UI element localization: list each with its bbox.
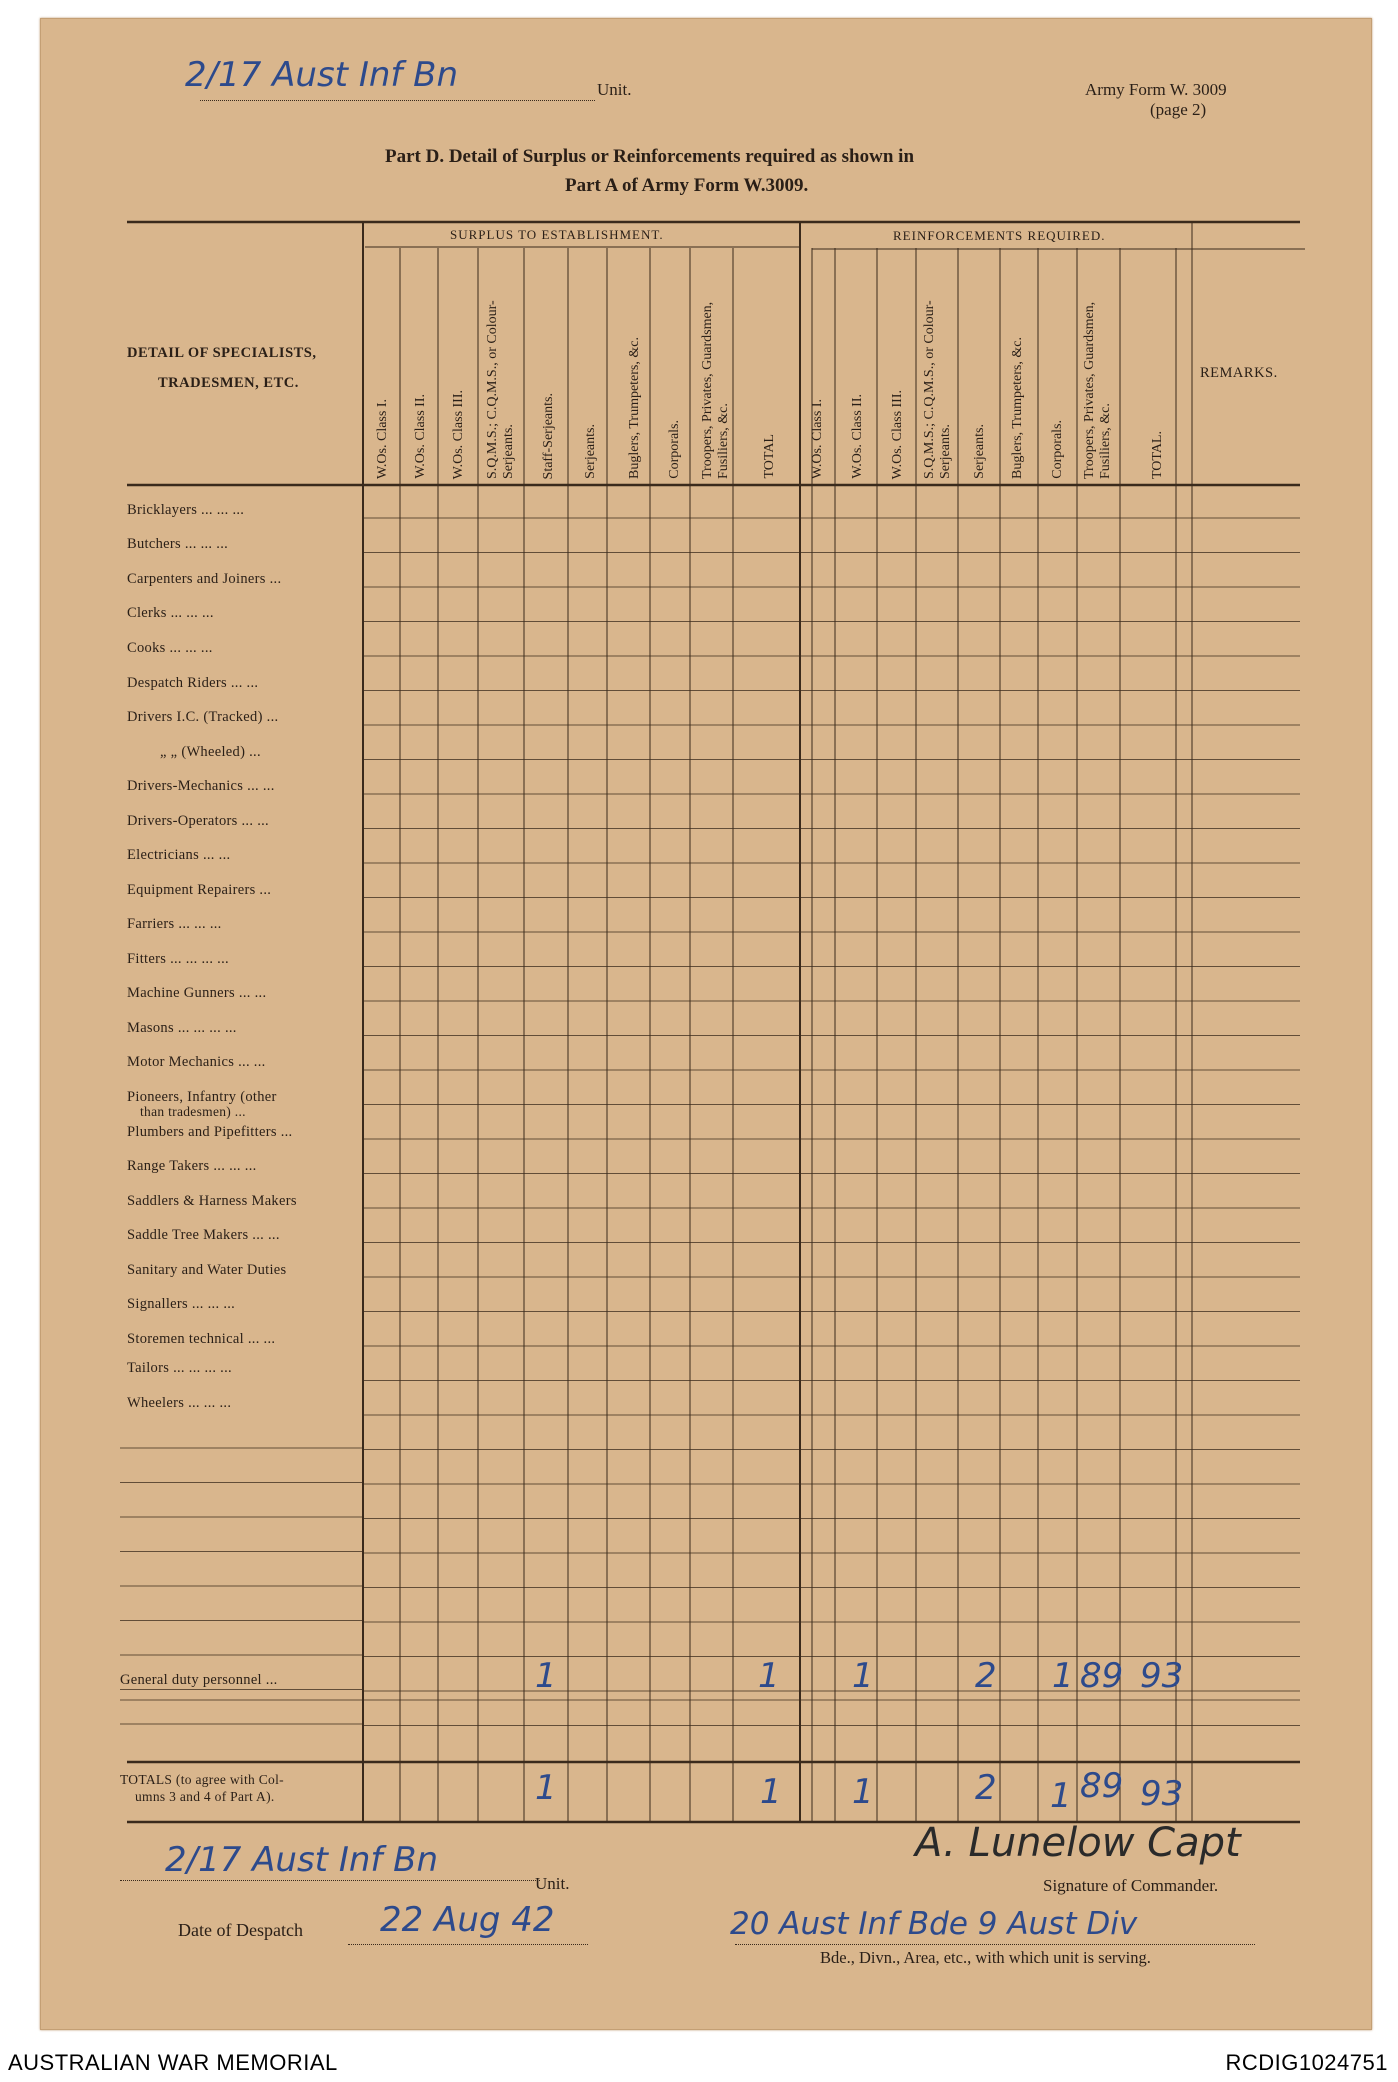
reinf-col-corporals: Corporals.	[1050, 420, 1065, 479]
footer-unit-line	[120, 1880, 540, 1881]
form-id: Army Form W. 3009	[1085, 80, 1227, 99]
row-label: Saddlers & Harness Makers	[127, 1193, 297, 1209]
row-label: Cooks ... ... ...	[127, 640, 213, 656]
bde-label: Bde., Divn., Area, etc., with which unit is serving.	[820, 1948, 1151, 1967]
row-label: Motor Mechanics ... ...	[127, 1054, 266, 1070]
gd-reinf-total: 93	[1140, 1656, 1184, 1696]
row-label: Drivers-Mechanics ... ...	[127, 778, 275, 794]
reinf-col-wo2: W.Os. Class II.	[850, 394, 865, 479]
row-label: Clerks ... ... ...	[127, 605, 214, 621]
row-label: Butchers ... ... ...	[127, 536, 229, 552]
row-label: Farriers ... ... ...	[127, 916, 222, 932]
footer-unit-label: Unit.	[535, 1874, 570, 1893]
gd-surplus-total: 1	[758, 1656, 780, 1696]
bde-handwritten: 20 Aust Inf Bde 9 Aust Div	[730, 1906, 1138, 1942]
row-label: Masons ... ... ... ...	[127, 1020, 237, 1036]
gd-reinf-corporals: 1	[1052, 1656, 1074, 1696]
bde-line	[735, 1944, 1255, 1945]
gd-label: General duty personnel ...	[120, 1672, 278, 1688]
unit-label: Unit.	[597, 80, 632, 99]
row-label: Bricklayers ... ... ...	[127, 502, 245, 518]
totals-reinf-troopers: 89	[1080, 1766, 1124, 1806]
gd-reinf-serjeants: 2	[975, 1656, 997, 1696]
signature-label: Signature of Commander.	[1043, 1876, 1219, 1895]
gd-surplus-staff-serjeants: 1	[535, 1656, 557, 1696]
row-label: Despatch Riders ... ...	[127, 675, 259, 691]
archive-label-left: AUSTRALIAN WAR MEMORIAL	[8, 2050, 338, 2075]
surplus-col-staff-serjeants: Staff-Serjeants.	[541, 392, 556, 479]
date-label: Date of Despatch	[178, 1920, 303, 1940]
reinf-col-serjeants: Serjeants.	[972, 424, 987, 479]
row-label: Range Takers ... ... ...	[127, 1158, 257, 1174]
surplus-col-total: TOTAL	[762, 434, 777, 479]
surplus-header: SURPLUS TO ESTABLISHMENT.	[450, 227, 664, 242]
surplus-col-wo3: W.Os. Class III.	[451, 389, 466, 479]
archive-label-right: RCDIG1024751	[1225, 2050, 1388, 2075]
row-label: Drivers I.C. (Tracked) ...	[127, 709, 279, 725]
reinf-col-buglers: Buglers, Trumpeters, &c.	[1010, 337, 1025, 479]
row-label: Saddle Tree Makers ... ...	[127, 1227, 280, 1243]
unit-handwritten: 2/17 Aust Inf Bn	[185, 55, 459, 95]
row-label: Plumbers and Pipefitters ...	[127, 1124, 293, 1140]
title-line-2: Part A of Army Form W.3009.	[565, 175, 809, 196]
reinf-col-wo3: W.Os. Class III.	[890, 389, 905, 479]
reinf-col-wo1: W.Os. Class I.	[810, 399, 825, 479]
row-label: Carpenters and Joiners ...	[127, 571, 282, 587]
row-label: Tailors ... ... ... ...	[127, 1360, 232, 1376]
row-label: Equipment Repairers ...	[127, 882, 272, 898]
reinf-col-troopers: Troopers, Privates, Guardsmen, Fusiliers, &c.	[1082, 301, 1113, 479]
reinf-col-total: TOTAL.	[1150, 430, 1165, 479]
totals-reinf-total: 93	[1140, 1774, 1184, 1814]
gd-reinf-troopers: 89	[1080, 1656, 1124, 1696]
row-label: Fitters ... ... ... ...	[127, 951, 229, 967]
title-line-1: Part D. Detail of Surplus or Reinforcements required as shown in	[385, 146, 915, 167]
surplus-col-wo1: W.Os. Class I.	[375, 399, 390, 479]
surplus-col-buglers: Buglers, Trumpeters, &c.	[627, 337, 642, 479]
date-line	[348, 1944, 588, 1945]
totals-label-2: umns 3 and 4 of Part A).	[135, 1789, 275, 1804]
surplus-col-sqms: S.Q.M.S.; C.Q.M.S., or Colour-Serjeants.	[485, 300, 516, 479]
detail-header-line-2: TRADESMEN, ETC.	[158, 375, 299, 391]
row-label: Storemen technical ... ...	[127, 1331, 276, 1347]
reinf-col-sqms: S.Q.M.S.; C.Q.M.S., or Colour-Serjeants.	[922, 300, 953, 479]
row-label: Machine Gunners ... ...	[127, 985, 267, 1001]
surplus-col-corporals: Corporals.	[667, 420, 682, 479]
row-label-sub: than tradesmen) ...	[140, 1104, 246, 1119]
surplus-col-wo2: W.Os. Class II.	[413, 394, 428, 479]
row-label: Wheelers ... ... ...	[127, 1395, 232, 1411]
totals-label-1: TOTALS (to agree with Col-	[120, 1772, 284, 1787]
row-label: Signallers ... ... ...	[127, 1296, 236, 1312]
commander-signature: A. Lunelow Capt	[915, 1820, 1241, 1866]
totals-surplus-staff-serjeants: 1	[535, 1768, 557, 1808]
footer-unit-handwritten: 2/17 Aust Inf Bn	[165, 1840, 439, 1880]
form-page: (page 2)	[1150, 100, 1207, 119]
row-label: Pioneers, Infantry (other	[127, 1089, 277, 1105]
row-label: „ „ (Wheeled) ...	[160, 744, 261, 760]
row-label: Sanitary and Water Duties	[127, 1262, 287, 1278]
totals-reinf-corporals: 1	[1050, 1776, 1072, 1816]
totals-reinf-serjeants: 2	[975, 1768, 997, 1808]
surplus-col-serjeants: Serjeants.	[583, 424, 598, 479]
surplus-col-troopers: Troopers, Privates, Guardsmen, Fusiliers, &c.	[700, 301, 731, 479]
date-handwritten: 22 Aug 42	[380, 1900, 555, 1940]
totals-surplus-total: 1	[760, 1772, 782, 1812]
totals-reinf-wo1: 1	[852, 1772, 874, 1812]
reinforcements-header: REINFORCEMENTS REQUIRED.	[893, 228, 1106, 243]
detail-header-line-1: DETAIL OF SPECIALISTS,	[127, 345, 317, 361]
gd-reinf-wo1: 1	[852, 1656, 874, 1696]
remarks-header: REMARKS.	[1200, 365, 1278, 381]
row-label: Electricians ... ...	[127, 847, 231, 863]
row-label: Drivers-Operators ... ...	[127, 813, 269, 829]
